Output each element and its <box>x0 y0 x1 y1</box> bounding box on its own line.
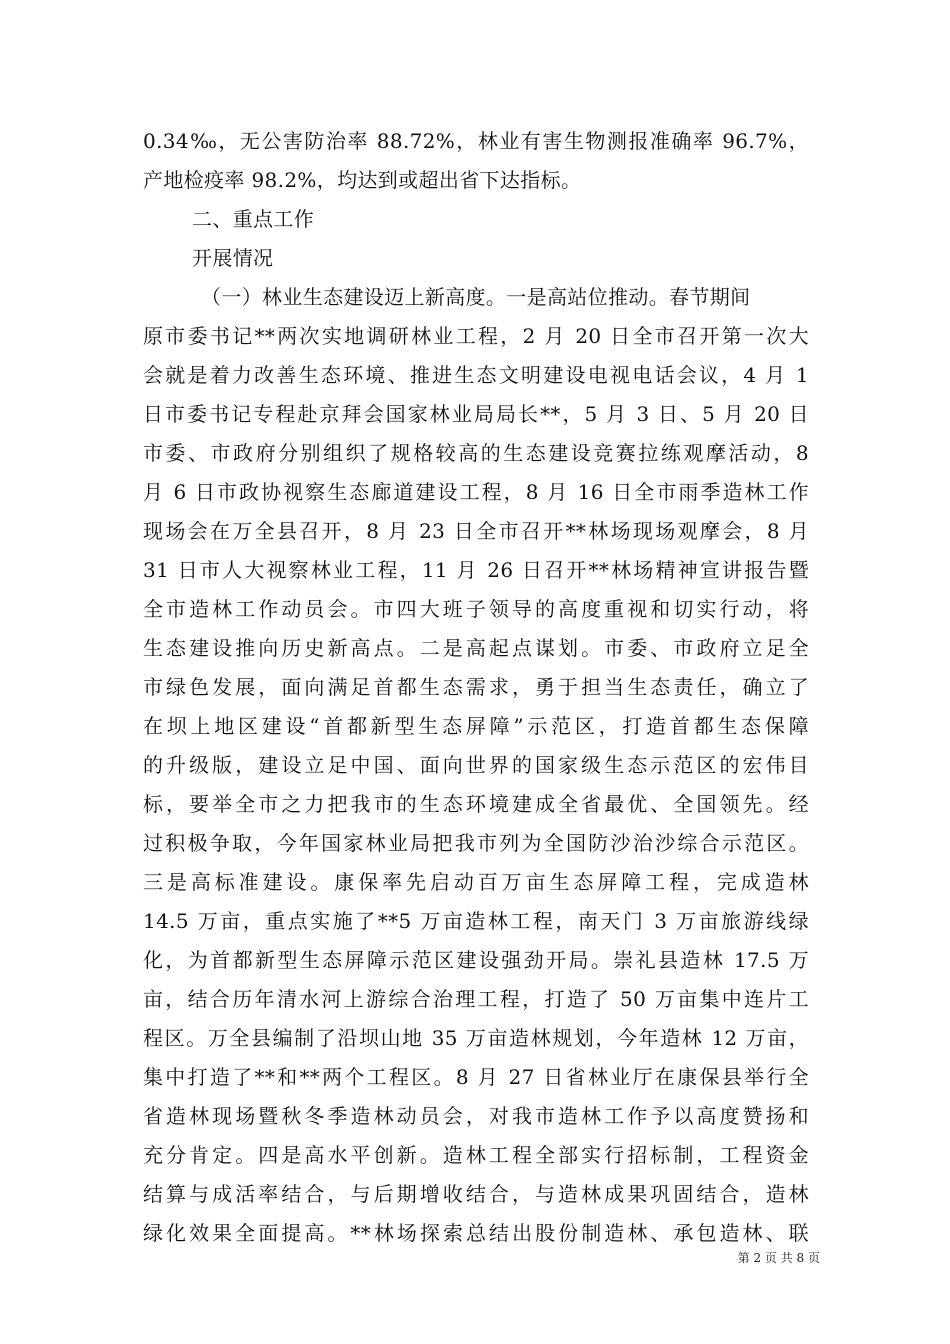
text-line: 月 6 日市政协视察生态廊道建设工程，8 月 16 日全市雨季造林工作 <box>143 480 809 504</box>
text-line: 会就是着力改善生态环境、推进生态文明建设电视电话会议，4 月 1 <box>143 363 809 387</box>
document-body <box>143 122 809 1253</box>
text-line: （一）林业生态建设迈上新高度。一是高站位推动。春节期间 <box>201 285 751 309</box>
page-number: 第 2 页 共 8 页 <box>737 1251 820 1265</box>
text-line: 31 日市人大视察林业工程，11 月 26 日召开**林场精神宣讲报告暨 <box>143 558 809 582</box>
text-line: 三是高标准建设。康保率先启动百万亩生态屏障工程，完成造林 <box>143 870 809 894</box>
text-line: 标，要举全市之力把我市的生态环境建成全省最优、全国领先。经 <box>143 792 809 816</box>
text-line: 市绿色发展，面向满足首都生态需求，勇于担当生态责任，确立了 <box>143 675 809 699</box>
text-line: 亩，结合历年清水河上游综合治理工程，打造了 50 万亩集中连片工 <box>143 987 809 1011</box>
text-line: 产地检疫率 98.2%，均达到或超出省下达指标。 <box>143 168 582 192</box>
text-line: 生态建设推向历史新高点。二是高起点谋划。市委、市政府立足全 <box>143 636 809 660</box>
text-line: 全市造林工作动员会。市四大班子领导的高度重视和切实行动，将 <box>143 597 809 621</box>
text-line: 结算与成活率结合，与后期增收结合，与造林成果巩固结合，造林 <box>143 1182 809 1206</box>
text-line: 程区。万全县编制了沿坝山地 35 万亩造林规划，今年造林 12 万亩， <box>143 1026 809 1050</box>
text-line: 二、重点工作 <box>192 207 315 231</box>
text-line: 充分肯定。四是高水平创新。造林工程全部实行招标制，工程资金 <box>143 1143 809 1167</box>
text-line: 化，为首都新型生态屏障示范区建设强劲开局。崇礼县造林 17.5 万 <box>143 948 809 972</box>
text-line: 14.5 万亩，重点实施了**5 万亩造林工程，南天门 3 万亩旅游线绿 <box>143 909 809 933</box>
text-line: 现场会在万全县召开，8 月 23 日全市召开**林场现场观摩会，8 月 <box>143 519 809 543</box>
text-line: 绿化效果全面提高。**林场探索总结出股份制造林、承包造林、联 <box>143 1221 809 1245</box>
text-line: 市委、市政府分别组织了规格较高的生态建设竞赛拉练观摩活动，8 <box>143 441 809 465</box>
text-line: 过积极争取，今年国家林业局把我市列为全国防沙治沙综合示范区。 <box>143 831 809 855</box>
text-line: 的升级版，建设立足中国、面向世界的国家级生态示范区的宏伟目 <box>143 753 809 777</box>
text-line: 日市委书记专程赴京拜会国家林业局局长**，5 月 3 日、5 月 20 日 <box>143 402 809 426</box>
text-line: 开展情况 <box>192 246 274 270</box>
text-line: 原市委书记**两次实地调研林业工程，2 月 20 日全市召开第一次大 <box>143 324 809 348</box>
text-line: 0.34‰，无公害防治率 88.72%，林业有害生物测报准确率 96.7%， <box>143 129 809 153</box>
text-line: 省造林现场暨秋冬季造林动员会，对我市造林工作予以高度赞扬和 <box>143 1104 809 1128</box>
text-line: 在坝上地区建设“首都新型生态屏障”示范区，打造首都生态保障 <box>143 714 809 738</box>
text-line: 集中打造了**和**两个工程区。8 月 27 日省林业厅在康保县举行全 <box>143 1065 809 1089</box>
